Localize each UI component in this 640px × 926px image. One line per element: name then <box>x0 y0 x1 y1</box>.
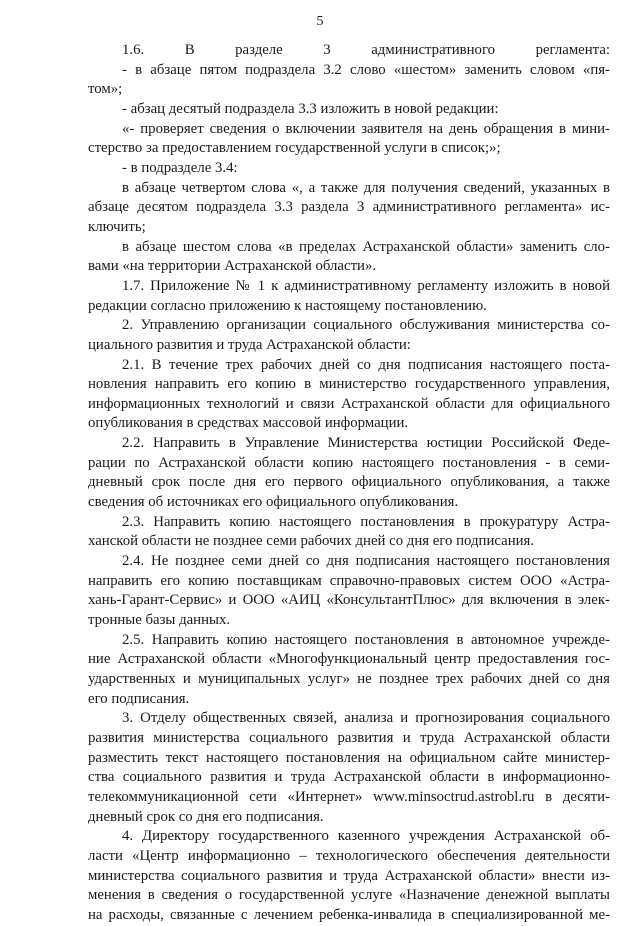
text-line: разместить текст настоящего постановления на официальном сайте министер- <box>88 749 610 766</box>
text-line: вами «на территории Астраханской области». <box>88 258 377 275</box>
text-line: ласти «Центр информационно – технологического обеспечения деятельности <box>88 847 610 864</box>
text-line: ключить; <box>88 218 146 235</box>
text-line: телекоммуникационной сети «Интернет» www.minsoctrud.astrobl.ru в десяти- <box>88 788 610 805</box>
text-line: циального развития и труда Астраханской области: <box>88 336 411 353</box>
text-line: тронные базы данных. <box>88 612 231 629</box>
text-line: абзаце десятом подраздела 3.3 раздела 3 административного регламента» ис- <box>88 199 610 216</box>
text-line: в абзаце шестом слова «в пределах Астраханской области» заменить сло- <box>122 238 610 255</box>
text-line: редакции согласно приложению к настоящему постановлению. <box>88 297 487 314</box>
text-line: ударственных и муниципальных услуг» не позднее трех рабочих дней со дня <box>88 671 610 687</box>
text-line: 2. Управлению организации социального обслуживания министерства со- <box>122 317 610 334</box>
text-line: стерство за предоставлением государственной услуги в список;»; <box>88 140 501 157</box>
text-line: сведения об источниках его официального опубликования. <box>88 494 459 511</box>
text-line: 2.1. В течение трех рабочих дней со дня подписания настоящего поста- <box>122 356 610 373</box>
text-line: рации по Астраханской области копию настоящего постановления - в семи- <box>88 454 610 471</box>
text-line: 4. Директору государственного казенного учреждения Астраханской об- <box>122 828 610 845</box>
text-line: 2.4. Не позднее семи дней со дня подписания настоящего постановления <box>122 553 610 570</box>
text-line: ства социального развития и труда Астраханской области в информационно- <box>88 769 610 786</box>
text-line: министерства социального развития и труда Астраханской области» внести из- <box>88 867 610 884</box>
text-line: хань-Гарант-Сервис» и ООО «АИЦ «КонсультантПлюс» для включения в элек- <box>88 592 610 609</box>
text-line: дневный срок после дня его первого официального опубликования, а также <box>88 474 610 491</box>
text-line: направить его копию поставщикам справочно-правовых систем ООО «Астра- <box>88 572 610 589</box>
text-line: опубликования в средствах массовой информации. <box>88 415 409 432</box>
text-line: 2.5. Направить копию настоящего постановления в автономное учрежде- <box>122 631 610 648</box>
text-line: - в подразделе 3.4: <box>122 159 238 176</box>
text-line: в абзаце четвертом слова «, а также для получения сведений, указанных в <box>122 179 610 196</box>
text-line: развития министерства социального развития и труда Астраханской области <box>88 729 610 746</box>
text-line: 2.2. Направить в Управление Министерства юстиции Российской Феде- <box>122 435 610 452</box>
text-line: ханской области не позднее семи рабочих дней со дня его подписания. <box>88 533 535 550</box>
text-line: ние Астраханской области «Многофункциональный центр предоставления гос- <box>88 651 610 668</box>
text-line: «- проверяет сведения о включении заявителя на день обращения в мини- <box>122 120 610 137</box>
text-line: его подписания. <box>88 690 190 707</box>
text-line: менения в сведения о государственной услуге «Назначение денежной выплаты <box>88 887 610 904</box>
page-number: 5 <box>316 14 324 29</box>
text-line: 1.7. Приложение № 1 к административному регламенту изложить в новой <box>122 277 610 294</box>
text-line: информационных технологий и связи Астраханской области для официального <box>88 395 610 412</box>
text-line: 3. Отделу общественных связей, анализа и прогнозирования социального <box>122 710 610 727</box>
document-body <box>88 41 610 926</box>
text-line: 2.3. Направить копию настоящего постановления в прокуратуру Астра- <box>122 513 610 530</box>
text-line: дневный срок со дня его подписания. <box>88 808 324 825</box>
text-line: новления направить его копию в министерство государственного управления, <box>88 376 610 393</box>
text-line: - абзац десятый подраздела 3.3 изложить в новой редакции: <box>122 100 499 117</box>
text-line: на расходы, связанные с лечением ребенка-инвалида в специализированной ме- <box>88 906 610 923</box>
text-line: том»; <box>88 81 123 98</box>
text-line: - в абзаце пятом подраздела 3.2 слово «шестом» заменить словом «пя- <box>122 61 610 78</box>
text-line: 1.6. В разделе 3 административного регламента: <box>122 42 610 58</box>
